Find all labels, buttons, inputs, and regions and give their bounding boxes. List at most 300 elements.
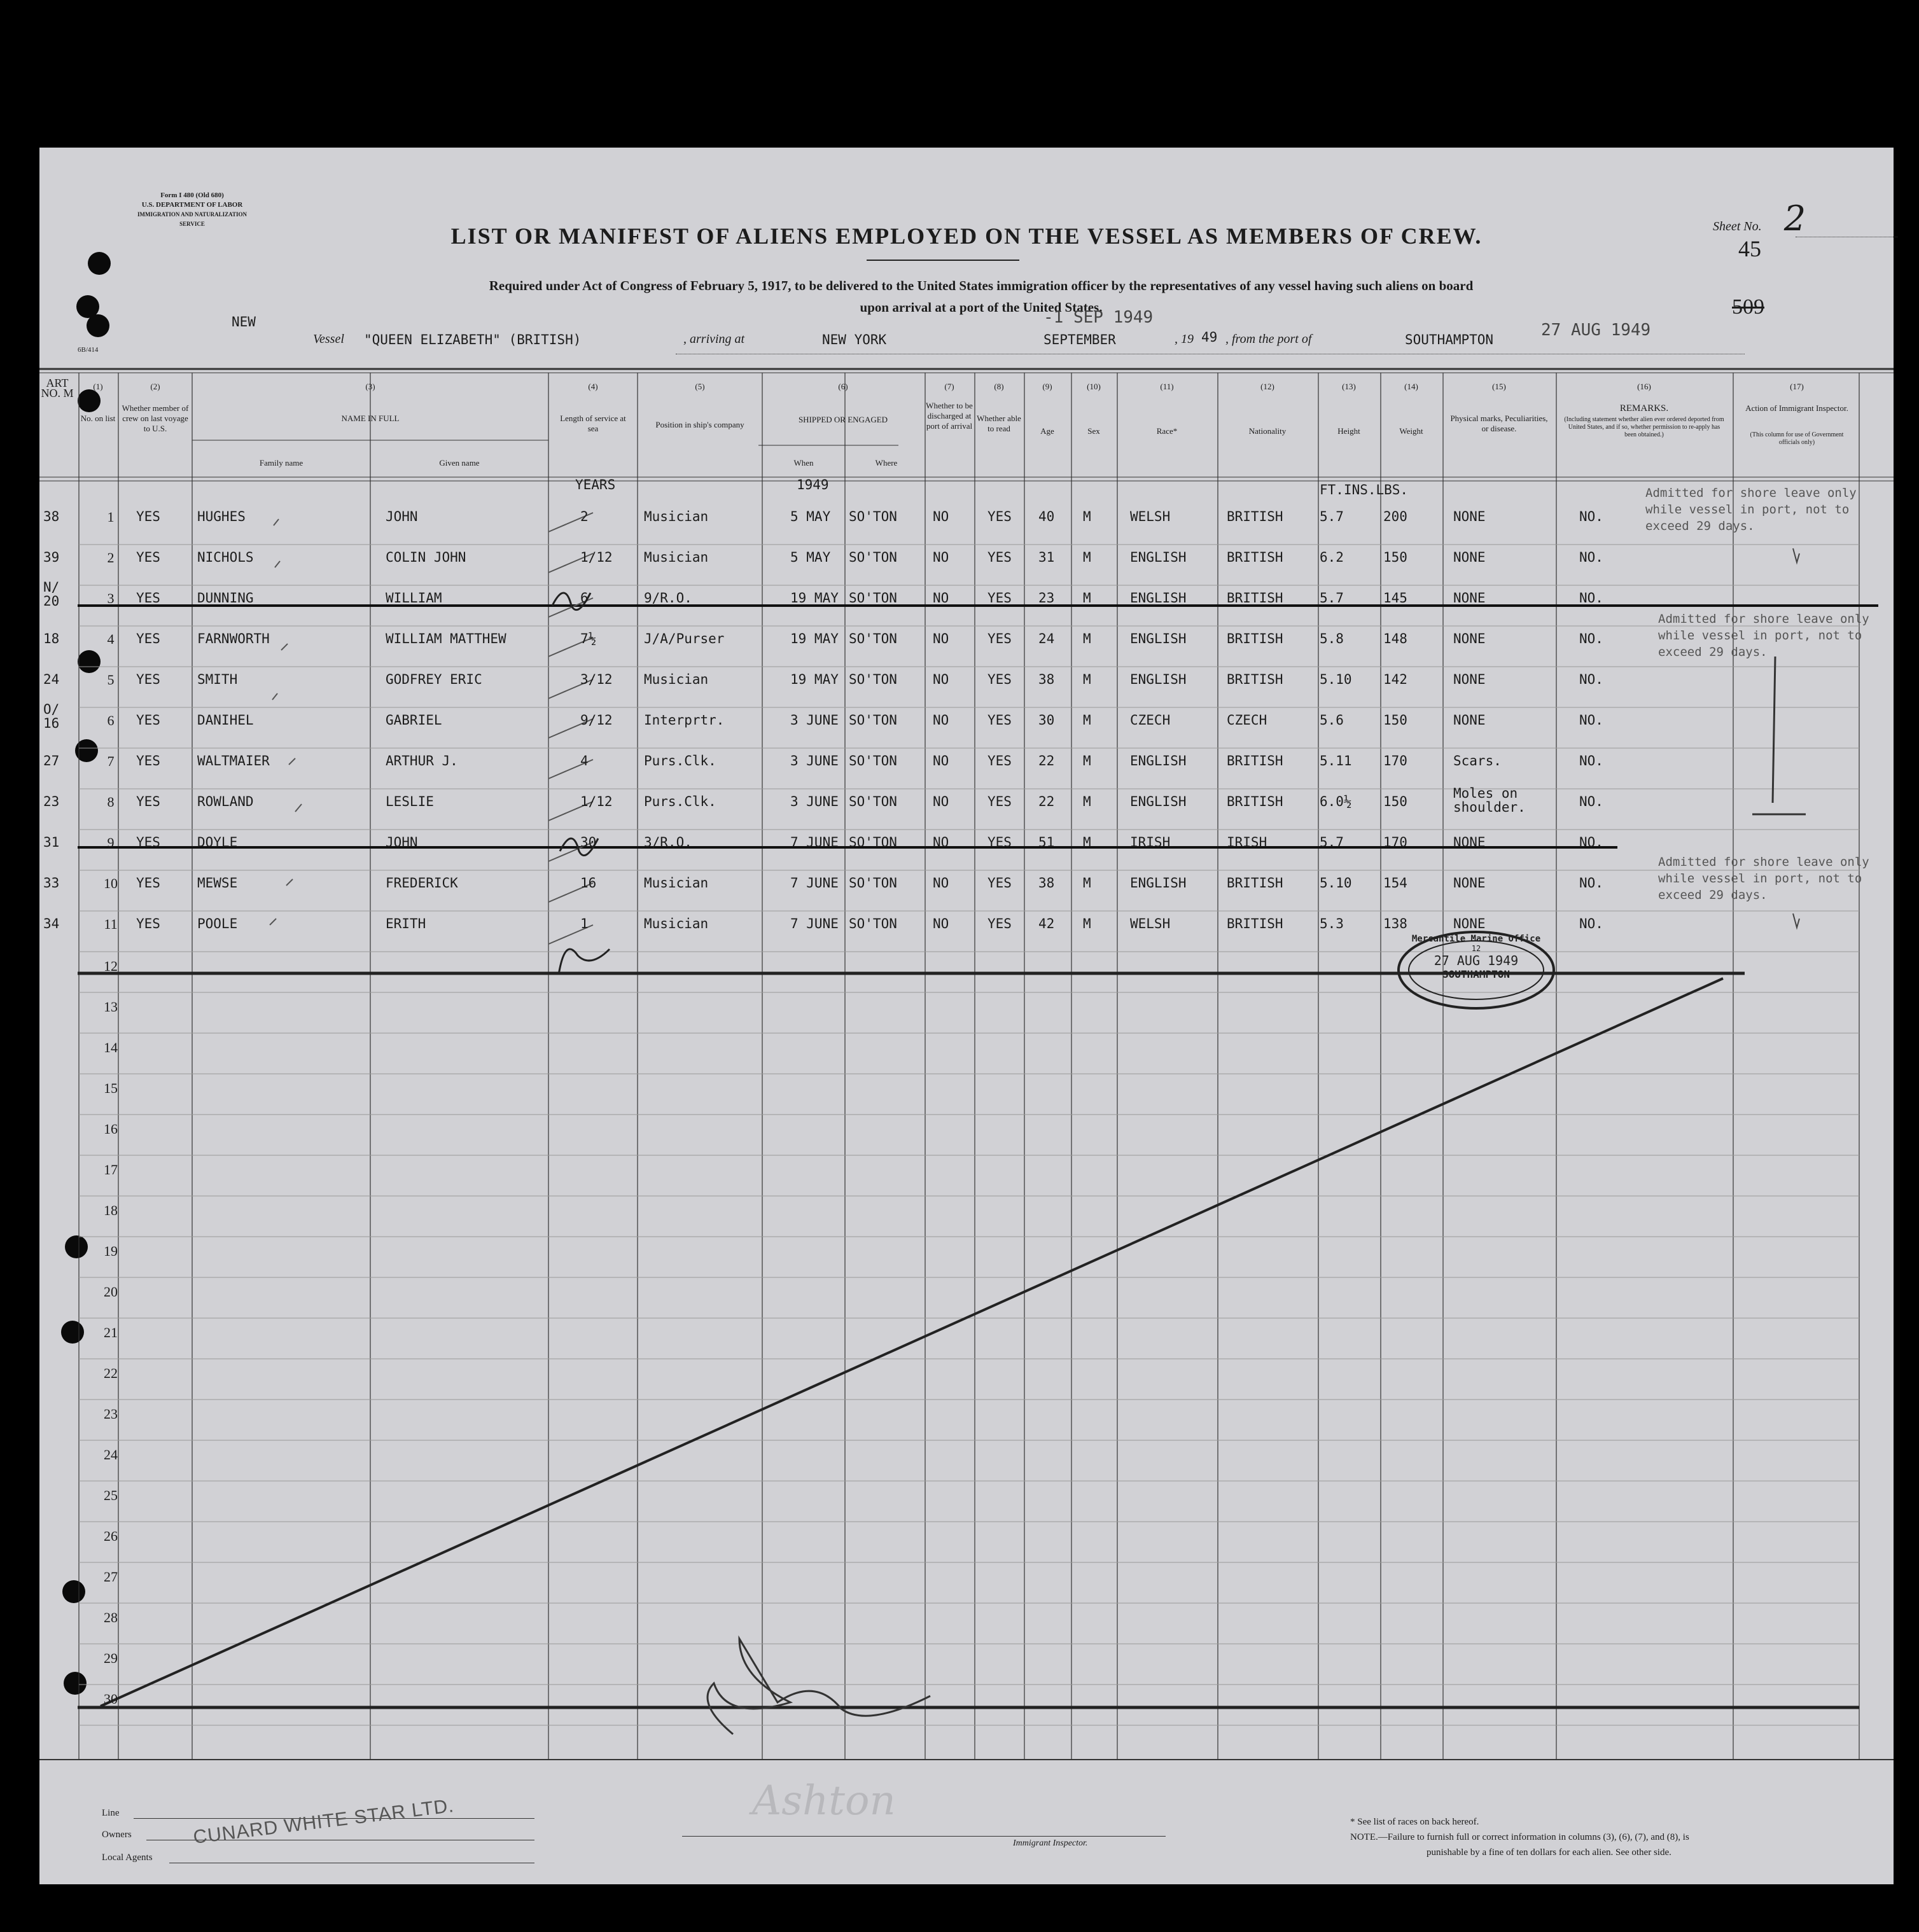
cell-when: 7 JUNE — [790, 916, 839, 931]
header-number: (5) — [695, 382, 705, 391]
service-name: IMMIGRATION AND NATURALIZATION SERVICE — [137, 211, 247, 227]
cell-when: 7 JUNE — [790, 875, 839, 891]
form-code: 6B/414 — [78, 346, 99, 354]
cell-position: Purs.Clk. — [644, 794, 716, 809]
cell-service: 1/12 — [580, 550, 613, 565]
cell-discharged: NO — [933, 835, 949, 850]
header-art-no: ART NO. M — [41, 377, 74, 400]
cell-given: GODFREY ERIC — [386, 672, 482, 687]
cell-art: 38 — [43, 509, 60, 524]
remark-line: exceed 29 days. — [1658, 888, 1768, 902]
cell-read: YES — [987, 875, 1012, 891]
cell-read: YES — [987, 672, 1012, 687]
cell-no: 8 — [107, 794, 115, 810]
cell-discharged: NO — [933, 753, 949, 768]
empty-row-number: 21 — [104, 1324, 118, 1340]
cell-when: 5 MAY — [790, 509, 831, 524]
cell-family: FARNWORTH — [197, 631, 270, 646]
year-label: 1949 — [797, 477, 829, 492]
cell-family: ROWLAND — [197, 794, 254, 809]
header-sex: Sex — [1087, 426, 1100, 436]
cell-service: 2 — [580, 509, 589, 524]
cell-marks: NONE — [1453, 916, 1486, 931]
cell-age: 23 — [1038, 590, 1055, 606]
cell-sex: M — [1083, 712, 1091, 728]
cell-art: O/ 16 — [43, 702, 60, 731]
cell-prev: YES — [136, 590, 160, 606]
header-last-voyage: Whether member of crew on last voyage to U.S. — [122, 403, 189, 433]
cell-family: WALTMAIER — [197, 753, 270, 768]
cell-remarks: NO. — [1579, 875, 1603, 891]
remark-line: exceed 29 days. — [1658, 645, 1768, 659]
form-number: Form I 480 (Old 680) — [160, 191, 224, 199]
cell-family: POOLE — [197, 916, 238, 931]
inspector-remark — [1645, 485, 1857, 534]
cell-given: JOHN — [386, 835, 418, 850]
cell-discharged: NO — [933, 875, 949, 891]
header-number: (13) — [1342, 382, 1356, 391]
year-label: , 19 — [1175, 332, 1194, 346]
cell-when: 19 MAY — [790, 590, 839, 606]
cell-where: SO'TON — [849, 712, 897, 728]
requirement-line: upon arrival at a port of the United States. — [860, 300, 1103, 315]
cell-race: ENGLISH — [1130, 550, 1187, 565]
cell-sex: M — [1083, 509, 1091, 524]
remark-line: Admitted for shore leave only — [1645, 486, 1857, 500]
cell-prev: YES — [136, 672, 160, 687]
header-number: (17) — [1790, 382, 1804, 391]
header-when: When — [793, 458, 814, 468]
cell-art: 33 — [43, 875, 60, 891]
cell-discharged: NO — [933, 794, 949, 809]
header-remarks: REMARKS. — [1619, 403, 1669, 414]
cell-age: 30 — [1038, 712, 1055, 728]
cell-nationality: CZECH — [1227, 712, 1267, 728]
cell-service: 30 — [580, 835, 597, 850]
cell-art: 23 — [43, 794, 60, 809]
cell-nationality: BRITISH — [1227, 753, 1283, 768]
header-shipped-engaged: SHIPPED OR ENGAGED — [798, 415, 888, 424]
cell-height: 5.3 — [1320, 916, 1344, 931]
cell-no: 6 — [107, 712, 115, 728]
cell-sex: M — [1083, 672, 1091, 687]
cell-when: 19 MAY — [790, 631, 839, 646]
empty-row-number: 12 — [104, 958, 118, 974]
header-number: (9) — [1042, 382, 1052, 391]
empty-row-number: 15 — [104, 1080, 118, 1096]
cell-art: 31 — [43, 835, 60, 850]
empty-row-number: 22 — [104, 1365, 118, 1381]
header-weight: Weight — [1399, 426, 1423, 436]
cell-race: ENGLISH — [1130, 875, 1187, 891]
office-stamp — [1401, 934, 1551, 980]
cell-marks: NONE — [1453, 875, 1486, 891]
header-nationality: Nationality — [1248, 426, 1287, 436]
cell-given: ERITH — [386, 916, 426, 931]
cell-where: SO'TON — [849, 672, 897, 687]
cell-marks: NONE — [1453, 712, 1486, 728]
cell-race: ENGLISH — [1130, 794, 1187, 809]
cell-no: 7 — [107, 753, 115, 769]
cell-given: COLIN JOHN — [386, 550, 466, 565]
remark-line: while vessel in port, not to — [1658, 872, 1862, 886]
cell-remarks: NO. — [1579, 712, 1603, 728]
cell-weight: 148 — [1383, 631, 1407, 646]
tick-marks — [270, 513, 1806, 1734]
cell-weight: 200 — [1383, 509, 1407, 524]
cell-where: SO'TON — [849, 509, 897, 524]
cell-position: Musician — [644, 672, 709, 687]
cell-when: 5 MAY — [790, 550, 831, 565]
cell-prev: YES — [136, 835, 160, 850]
header-height: Height — [1337, 426, 1360, 436]
cell-weight: 138 — [1383, 916, 1407, 931]
empty-row-number: 14 — [104, 1039, 118, 1055]
cell-nationality: IRISH — [1227, 835, 1267, 850]
cell-remarks: NO. — [1579, 672, 1603, 687]
empty-row-number: 23 — [104, 1406, 118, 1422]
cell-no: 10 — [104, 875, 118, 891]
empty-row-number: 30 — [104, 1691, 118, 1707]
cell-service: 16 — [580, 875, 597, 891]
cell-height: 5.8 — [1320, 631, 1344, 646]
cell-discharged: NO — [933, 590, 949, 606]
cell-age: 51 — [1038, 835, 1055, 850]
remark-line: Admitted for shore leave only — [1658, 612, 1869, 626]
header-inspector-note: (This column for use of Government officials only) — [1750, 431, 1844, 446]
struck-number: 509 — [1732, 295, 1764, 319]
empty-row-number: 16 — [104, 1121, 118, 1137]
cell-weight: 150 — [1383, 794, 1407, 809]
cell-sex: M — [1083, 753, 1091, 768]
departure-date-stamp: 27 AUG 1949 — [1541, 321, 1651, 340]
header-race: Race* — [1156, 426, 1178, 436]
arrival-date-stamp: -1 SEP 1949 — [1043, 308, 1154, 327]
cell-weight: 154 — [1383, 875, 1407, 891]
cell-position: 3/R.O. — [644, 835, 692, 850]
cell-marks: NONE — [1453, 590, 1486, 606]
cell-position: Musician — [644, 550, 709, 565]
empty-row-number: 28 — [104, 1609, 118, 1625]
from-port-label: , from the port of — [1225, 332, 1312, 346]
cell-race: ENGLISH — [1130, 590, 1187, 606]
arriving-label: , arriving at — [683, 332, 745, 346]
cell-art: 18 — [43, 631, 60, 646]
header-number: (16) — [1637, 382, 1651, 391]
header-number: (10) — [1087, 382, 1101, 391]
footer-notes — [1350, 1814, 1872, 1860]
cell-remarks: NO. — [1579, 550, 1603, 565]
remark-line: while vessel in port, not to — [1658, 629, 1862, 643]
header-no-on-list: No. on list — [80, 414, 116, 423]
cell-weight: 150 — [1383, 550, 1407, 565]
cell-marks: NONE — [1453, 631, 1486, 646]
cell-race: IRISH — [1130, 835, 1171, 850]
cell-discharged: NO — [933, 631, 949, 646]
cell-nationality: BRITISH — [1227, 631, 1283, 646]
cell-prev: YES — [136, 509, 160, 524]
cell-race: ENGLISH — [1130, 672, 1187, 687]
cell-nationality: BRITISH — [1227, 794, 1283, 809]
cell-where: SO'TON — [849, 835, 897, 850]
cell-weight: 170 — [1383, 835, 1407, 850]
empty-row-number: 27 — [104, 1569, 118, 1585]
cell-where: SO'TON — [849, 590, 897, 606]
cell-service: 3/12 — [580, 672, 613, 687]
header-number: (15) — [1492, 382, 1506, 391]
inspector-label: Immigrant Inspector. — [1013, 1838, 1088, 1848]
cell-no: 4 — [107, 631, 115, 647]
penalty-note: NOTE.—Failure to furnish full or correct information in columns (3), (6), (7), and (8), is — [1350, 1832, 1689, 1842]
cell-read: YES — [987, 550, 1012, 565]
cell-no: 3 — [107, 590, 115, 606]
cell-position: Purs.Clk. — [644, 753, 716, 768]
cell-age: 38 — [1038, 672, 1055, 687]
header-number: (7) — [944, 382, 954, 391]
cell-art: N/ 20 — [43, 580, 60, 609]
cell-height: 5.7 — [1320, 509, 1344, 524]
cell-nationality: BRITISH — [1227, 550, 1283, 565]
cell-remarks: NO. — [1579, 509, 1603, 524]
header-number: (3) — [365, 382, 375, 391]
cell-marks: NONE — [1453, 509, 1486, 524]
cell-where: SO'TON — [849, 631, 897, 646]
cell-where: SO'TON — [849, 550, 897, 565]
stamp-office-name: Mercantile Marine Office — [1411, 934, 1541, 944]
cell-given: GABRIEL — [386, 712, 442, 728]
cell-marks: NONE — [1453, 672, 1486, 687]
cell-service: 1/12 — [580, 794, 613, 809]
cell-nationality: BRITISH — [1227, 672, 1283, 687]
cell-nationality: BRITISH — [1227, 590, 1283, 606]
new-word: NEW — [232, 314, 256, 330]
header-number: (12) — [1260, 382, 1274, 391]
cell-art: 39 — [43, 550, 60, 565]
cell-read: YES — [987, 753, 1012, 768]
cell-position: Interprtr. — [644, 712, 725, 728]
header-number: (8) — [994, 382, 1004, 391]
cell-family: NICHOLS — [197, 550, 254, 565]
cell-no: 9 — [107, 835, 115, 851]
cell-given: FREDERICK — [386, 875, 458, 891]
cell-read: YES — [987, 590, 1012, 606]
inspector-remark — [1658, 611, 1869, 660]
department-name: U.S. DEPARTMENT OF LABOR — [141, 201, 243, 209]
cell-height: 5.7 — [1320, 835, 1344, 850]
page-number: 45 — [1738, 236, 1761, 261]
company-stamp: CUNARD WHITE STAR LTD. — [192, 1795, 456, 1849]
cell-given: LESLIE — [386, 794, 434, 809]
cell-prev: YES — [136, 875, 160, 891]
cell-remarks: NO. — [1579, 590, 1603, 606]
page-title: LIST OR MANIFEST OF ALIENS EMPLOYED ON THE VESSEL AS MEMBERS OF CREW. — [450, 223, 1483, 249]
stamp-date: 27 AUG 1949 — [1434, 953, 1519, 968]
inspector-remark — [1658, 854, 1869, 903]
stamp-number: 12 — [1471, 944, 1481, 953]
cell-discharged: NO — [933, 509, 949, 524]
cell-no: 5 — [107, 672, 115, 688]
cell-where: SO'TON — [849, 916, 897, 931]
cell-age: 40 — [1038, 509, 1055, 524]
cell-race: WELSH — [1130, 509, 1171, 524]
cell-prev: YES — [136, 550, 160, 565]
cell-discharged: NO — [933, 550, 949, 565]
line-label: Line — [102, 1808, 120, 1818]
cell-weight: 150 — [1383, 712, 1407, 728]
cell-age: 22 — [1038, 794, 1055, 809]
vessel-name: "QUEEN ELIZABETH" (BRITISH) — [364, 332, 582, 347]
inspector-signature: Ashton — [752, 1777, 896, 1824]
void-diagonal-line — [101, 978, 1723, 1706]
header-name-in-full: NAME IN FULL — [341, 414, 400, 423]
cell-family: SMITH — [197, 672, 238, 687]
cell-read: YES — [987, 916, 1012, 931]
departure-port: SOUTHAMPTON — [1405, 332, 1494, 347]
cell-remarks: NO. — [1579, 631, 1603, 646]
cell-family: DANIHEL — [197, 712, 254, 728]
cell-where: SO'TON — [849, 794, 897, 809]
cell-where: SO'TON — [849, 753, 897, 768]
cell-prev: YES — [136, 916, 160, 931]
empty-row-number: 24 — [104, 1447, 118, 1463]
header-number: (1) — [93, 382, 103, 391]
cell-prev: YES — [136, 794, 160, 809]
cell-family: DUNNING — [197, 590, 254, 606]
cell-position: 9/R.O. — [644, 590, 692, 606]
cell-nationality: BRITISH — [1227, 509, 1283, 524]
cell-read: YES — [987, 712, 1012, 728]
cell-sex: M — [1083, 794, 1091, 809]
cell-position: Musician — [644, 916, 709, 931]
cell-read: YES — [987, 631, 1012, 646]
header-able-to-read: Whether able to read — [977, 414, 1021, 433]
cell-read: YES — [987, 794, 1012, 809]
sheet-label: Sheet No. — [1713, 219, 1762, 233]
cell-family: DOYLE — [197, 835, 238, 850]
cell-marks: Scars. — [1453, 753, 1502, 768]
header-inspector-action: Action of Immigrant Inspector. — [1745, 403, 1848, 413]
cell-discharged: NO — [933, 712, 949, 728]
cell-remarks: NO. — [1579, 794, 1603, 809]
remark-line: exceed 29 days. — [1645, 519, 1755, 533]
cell-height: 6.2 — [1320, 550, 1344, 565]
cell-when: 3 JUNE — [790, 712, 839, 728]
empty-row-number: 26 — [104, 1528, 118, 1544]
header-length-of-service: Length of service at sea — [560, 414, 626, 433]
header-where: Where — [875, 458, 898, 468]
cell-remarks: NO. — [1579, 916, 1603, 931]
cell-race: ENGLISH — [1130, 631, 1187, 646]
cell-when: 19 MAY — [790, 672, 839, 687]
cell-read: YES — [987, 509, 1012, 524]
cell-when: 3 JUNE — [790, 753, 839, 768]
cell-marks: NONE — [1453, 550, 1486, 565]
cell-height: 5.6 — [1320, 712, 1344, 728]
cell-service: 9/12 — [580, 712, 613, 728]
cell-sex: M — [1083, 550, 1091, 565]
cell-height: 5.7 — [1320, 590, 1344, 606]
signature-stroke — [708, 1639, 930, 1734]
cell-position: Musician — [644, 875, 709, 891]
cell-race: WELSH — [1130, 916, 1171, 931]
empty-row-number: 18 — [104, 1202, 118, 1218]
requirement-line: Required under Act of Congress of February 5, 1917, to be delivered to the United States immigration officer by the representatives of any vessel having such aliens on board — [489, 278, 1474, 293]
cell-prev: YES — [136, 712, 160, 728]
units-label: FT.INS.LBS. — [1320, 482, 1409, 497]
penalty-note-cont: punishable by a fine of ten dollars for each alien. See other side. — [1427, 1847, 1671, 1858]
cell-sex: M — [1083, 835, 1091, 850]
cell-read: YES — [987, 835, 1012, 850]
empty-row-number: 17 — [104, 1162, 118, 1178]
manifest-page — [39, 148, 1894, 1884]
cell-when: 3 JUNE — [790, 794, 839, 809]
local-agents-label: Local Agents — [102, 1852, 153, 1863]
empty-row-number: 19 — [104, 1243, 118, 1259]
cell-sex: M — [1083, 631, 1091, 646]
header-discharged: Whether to be discharged at port of arrival — [926, 401, 973, 431]
cell-weight: 145 — [1383, 590, 1407, 606]
header-physical-marks: Physical marks, Peculiarities, or disease. — [1450, 414, 1548, 433]
cell-age: 24 — [1038, 631, 1055, 646]
cell-given: WILLIAM — [386, 590, 442, 606]
header-family-name: Family name — [259, 458, 304, 468]
header-number: (6) — [838, 382, 848, 391]
races-note: * See list of races on back hereof. — [1350, 1817, 1479, 1827]
cell-nationality: BRITISH — [1227, 916, 1283, 931]
cell-service: 6 — [580, 590, 589, 606]
cell-no: 2 — [107, 550, 115, 566]
cell-remarks: NO. — [1579, 753, 1603, 768]
arrival-month: SEPTEMBER — [1043, 332, 1116, 347]
cell-weight: 170 — [1383, 753, 1407, 768]
cell-service: 1 — [580, 916, 589, 931]
cell-race: CZECH — [1130, 712, 1171, 728]
cell-marks: Moles on shoulder. — [1453, 786, 1526, 815]
cell-remarks: NO. — [1579, 835, 1603, 850]
cell-height: 5.11 — [1320, 753, 1352, 768]
cell-art: 27 — [43, 753, 60, 768]
cell-where: SO'TON — [849, 875, 897, 891]
cell-age: 31 — [1038, 550, 1055, 565]
sheet-value: 2 — [1783, 198, 1806, 239]
cell-family: HUGHES — [197, 509, 246, 524]
cell-prev: YES — [136, 631, 160, 646]
cell-service: 7½ — [580, 631, 597, 646]
header-age: Age — [1040, 426, 1054, 436]
cell-race: ENGLISH — [1130, 753, 1187, 768]
cell-discharged: NO — [933, 672, 949, 687]
cell-sex: M — [1083, 590, 1091, 606]
years-label: YEARS — [575, 477, 616, 492]
empty-row-number: 20 — [104, 1284, 118, 1300]
cell-position: J/A/Purser — [644, 631, 725, 646]
cell-position: Musician — [644, 509, 709, 524]
header-number: (14) — [1404, 382, 1418, 391]
owners-label: Owners — [102, 1830, 132, 1840]
cell-given: JOHN — [386, 509, 418, 524]
cell-service: 4 — [580, 753, 589, 768]
empty-row-number: 29 — [104, 1650, 118, 1666]
cell-weight: 142 — [1383, 672, 1407, 687]
vessel-label: Vessel — [313, 332, 344, 346]
cell-given: ARTHUR J. — [386, 753, 458, 768]
header-position: Position in ship's company — [655, 420, 744, 429]
header-number: (11) — [1160, 382, 1174, 391]
cell-sex: M — [1083, 916, 1091, 931]
empty-row-number: 13 — [104, 999, 118, 1015]
stamp-city: SOUTHAMPTON — [1442, 968, 1510, 980]
cell-height: 5.10 — [1320, 672, 1352, 687]
